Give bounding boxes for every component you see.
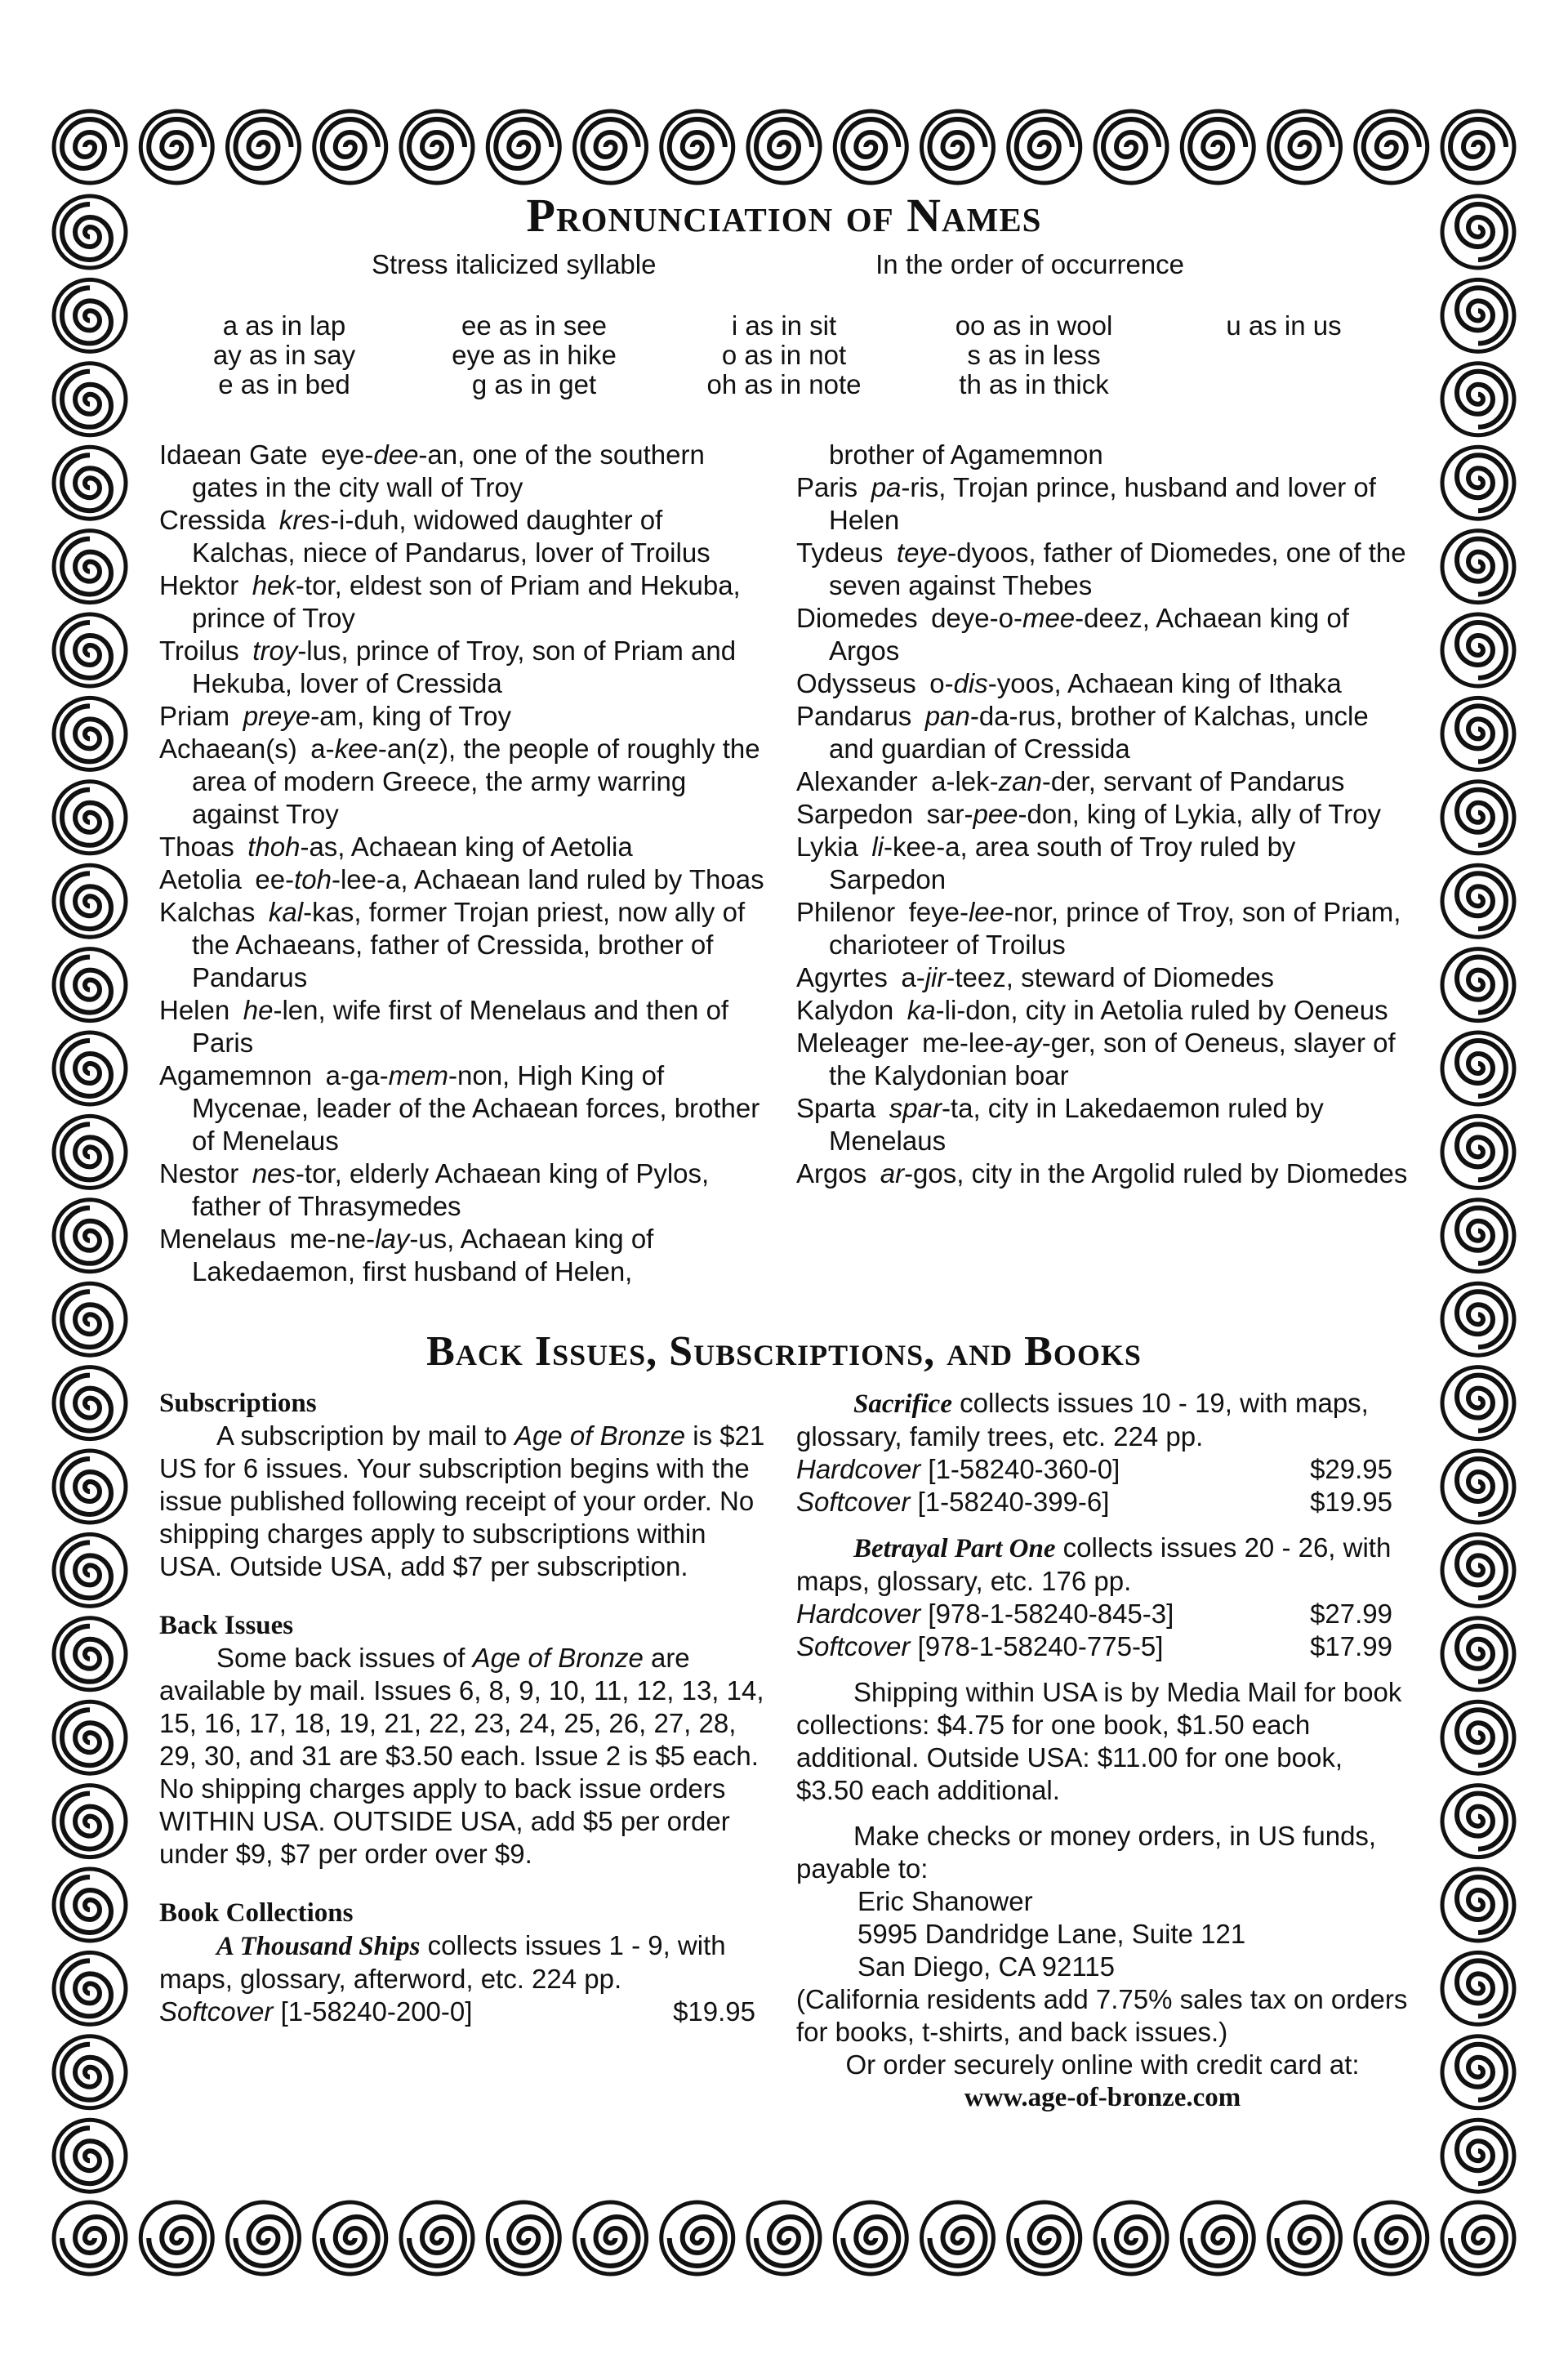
glossary-entry: [159, 1059, 772, 1157]
entry-name: Nestor: [159, 1158, 239, 1188]
glossary-left-column: [159, 439, 772, 1288]
entry-definition: -ger, son of Oeneus, slayer of the Kalydonian boar: [829, 1028, 1396, 1090]
pronunciation-key: [159, 311, 1409, 399]
spiral-ornament: [1442, 2202, 1514, 2274]
entry-name: Pandarus: [796, 701, 912, 731]
spacer: [159, 1583, 772, 1609]
key-column: [909, 311, 1159, 399]
entry-name: Sarpedon: [796, 799, 914, 829]
entry-definition: -kee-a, area south of Troy ruled by Sarpedon: [829, 832, 1296, 894]
entry-name: Cressida: [159, 505, 266, 535]
glossary-columns: [159, 439, 1409, 1288]
glossary-entry: [159, 896, 772, 994]
pronunciation-part: a-lek-: [931, 766, 999, 796]
entry-definition: -i-duh, widowed daughter of Kalchas, niece of Pandarus, lover of Troilus: [192, 505, 710, 568]
spiral-ornament: [1442, 949, 1514, 1021]
spiral-ornament: [1442, 2120, 1514, 2192]
pronunciation-subtitle-row: [159, 249, 1409, 280]
stressed-syllable: lee: [968, 897, 1004, 927]
entry-definition: -tor, eldest son of Priam and Hekuba, prince of Troy: [192, 570, 741, 633]
glossary-entry: [796, 667, 1409, 700]
pronunciation-part: o-: [929, 668, 954, 698]
entry-name: Priam: [159, 701, 230, 731]
spiral-ornament: [401, 2202, 473, 2274]
entry-definition: -nor, prince of Troy, son of Priam, charioteer of Troilus: [829, 897, 1401, 960]
glossary-entry: [796, 896, 1409, 961]
address-line: San Diego, CA 92115: [858, 1951, 1115, 1982]
glossary-entry: [159, 994, 772, 1059]
entry-name: Paris: [796, 472, 858, 502]
betrayal-hardcover-row: [796, 1598, 1409, 1630]
spiral-ornament: [1442, 196, 1514, 268]
key-item: s as in less: [967, 340, 1101, 370]
spiral-ornament: [1442, 1534, 1514, 1606]
glossary-entry: [796, 798, 1409, 831]
spiral-ornament: [54, 363, 126, 435]
spiral-ornament: [54, 1451, 126, 1523]
entry-definition: -as, Achaean king of Aetolia: [300, 832, 633, 862]
spiral-ornament: [1442, 614, 1514, 686]
text-span: collects issues 20 - 26, with maps, glossary, etc. 176 pp.: [796, 1532, 1392, 1596]
key-item: g as in get: [471, 369, 597, 399]
stressed-syllable: ar: [880, 1158, 905, 1188]
price: $19.95: [673, 1996, 755, 2027]
entry-definition: -ta, city in Lakedaemon ruled by Menelaus: [829, 1093, 1324, 1156]
entry-definition: -deez, Achaean king of Argos: [829, 603, 1349, 666]
spiral-ornament: [1269, 2202, 1341, 2274]
key-item: e as in bed: [218, 369, 350, 399]
entry-definition: -gos, city in the Argolid ruled by Diomedes: [904, 1158, 1408, 1188]
stressed-syllable: kee: [334, 734, 378, 764]
spiral-ornament: [662, 111, 733, 183]
stressed-syllable: troy: [252, 635, 298, 666]
spiral-ornament: [140, 2202, 212, 2274]
entry-definition: -non, High King of Mycenae, leader of the Achaean forces, brother of Menelaus: [192, 1060, 760, 1156]
address-line: 5995 Dandridge Lane, Suite 121: [858, 1919, 1246, 1949]
key-column: [659, 311, 909, 399]
page-content: [159, 188, 1409, 2114]
key-item: th as in thick: [959, 369, 1109, 399]
entry-definition: -an, one of the southern gates in the city wall of Troy: [192, 439, 705, 502]
spiral-ornament: [1442, 865, 1514, 937]
website-url: www.age-of-bronze.com: [964, 2083, 1241, 2112]
spiral-ornament: [1442, 447, 1514, 519]
book-collections-heading: Book Collections: [159, 1898, 354, 1928]
entry-definition: -ris, Trojan prince, husband and lover of Helen: [829, 472, 1376, 535]
spiral-ornament: [54, 1283, 126, 1355]
key-column: [409, 311, 659, 399]
format-label: Softcover: [159, 1996, 274, 2027]
spiral-ornament: [1182, 111, 1254, 183]
entry-name: Alexander: [796, 766, 918, 796]
pronunciation-part: feye-: [908, 897, 969, 927]
spiral-ornament: [54, 111, 126, 183]
stressed-syllable: ka: [906, 995, 936, 1025]
address-block: [796, 1885, 1409, 1983]
sacrifice-text: [796, 1387, 1409, 1453]
spiral-ornament: [54, 949, 126, 1021]
magazine-title: Age of Bronze: [472, 1643, 644, 1673]
entry-name: Achaean(s): [159, 734, 297, 764]
text-span: is $21 US for 6 issues. Your subscription begins with the issue published following receipt of your order. No shipping charges apply to subscriptions within USA. Outside USA, add $7 per subscription.: [159, 1420, 765, 1581]
spiral-ornament: [1442, 2036, 1514, 2108]
stressed-syllable: kal: [268, 897, 304, 927]
entry-name: Troilus: [159, 635, 239, 666]
entry-name: Diomedes: [796, 603, 918, 633]
price: $29.95: [1310, 1454, 1392, 1484]
glossary-entry: [159, 504, 772, 569]
key-item: eye as in hike: [452, 340, 617, 370]
key-item: i as in sit: [731, 310, 837, 341]
stressed-syllable: mee: [1022, 603, 1076, 633]
stressed-syllable: pan: [924, 701, 970, 731]
book-title: Sacrifice: [853, 1389, 952, 1419]
glossary-entry: [796, 439, 1409, 471]
spiral-ornament: [748, 111, 820, 183]
spiral-ornament: [1009, 2202, 1080, 2274]
price: $27.99: [1310, 1599, 1392, 1629]
spiral-ornament: [54, 447, 126, 519]
format-label: Softcover: [796, 1487, 911, 1517]
key-item: u as in us: [1226, 310, 1342, 341]
glossary-entry: [796, 994, 1409, 1027]
format-label: Hardcover: [796, 1454, 921, 1484]
format-isbn: [796, 1630, 1163, 1663]
spiral-ornament: [662, 2202, 733, 2274]
text-span: collects issues 10 - 19, with maps, glossary, family trees, etc. 224 pp.: [796, 1388, 1369, 1452]
stressed-syllable: mem: [388, 1060, 448, 1090]
entry-name: Kalydon: [796, 995, 894, 1025]
back-issues-text: [159, 1642, 772, 1871]
stressed-syllable: thoh: [247, 832, 301, 862]
entry-definition: -tor, elderly Achaean king of Pylos, father of Thrasymedes: [192, 1158, 710, 1221]
spiral-ornament: [1442, 111, 1514, 183]
betrayal-text: [796, 1532, 1409, 1598]
back-issues-right-column: [796, 1387, 1409, 2114]
entry-name: Menelaus: [159, 1224, 277, 1254]
sacrifice-softcover-row: [796, 1486, 1409, 1518]
spiral-ornament: [1095, 111, 1167, 183]
key-column: [1159, 311, 1409, 399]
glossary-entry: [796, 831, 1409, 896]
spiral-ornament: [54, 196, 126, 268]
spiral-ornament: [1009, 111, 1080, 183]
spiral-ornament: [54, 1367, 126, 1439]
format-isbn: [159, 1996, 472, 2028]
glossary-entry: [159, 439, 772, 504]
stressed-syllable: preye: [243, 701, 311, 731]
entry-definition: -am, king of Troy: [310, 701, 511, 731]
isbn: [978-1-58240-775-5]: [910, 1631, 1164, 1661]
key-column: [159, 311, 409, 399]
entry-definition: -dyoos, father of Diomedes, one of the seven against Thebes: [829, 537, 1406, 600]
spiral-ornament: [54, 1534, 126, 1606]
glossary-entry: [796, 700, 1409, 765]
entry-definition: -da-rus, brother of Kalchas, uncle and guardian of Cressida: [829, 701, 1369, 764]
back-issues-left-column: [159, 1387, 772, 2114]
spiral-ornament: [1442, 1116, 1514, 1188]
spacer: [796, 1807, 1409, 1820]
spiral-ornament: [54, 782, 126, 854]
pronunciation-part: sar-: [926, 799, 973, 829]
spiral-ornament: [54, 614, 126, 686]
entry-name: Kalchas: [159, 897, 256, 927]
entry-definition: -teez, steward of Diomedes: [946, 962, 1275, 992]
text-span: collects issues 1 - 9, with maps, glossary, afterword, etc. 224 pp.: [159, 1930, 726, 1994]
entry-name: Idaean Gate: [159, 439, 308, 470]
price: $19.95: [1310, 1487, 1392, 1517]
spiral-ornament: [488, 111, 559, 183]
spiral-ornament: [1442, 1032, 1514, 1104]
format-isbn: [796, 1486, 1109, 1518]
entry-definition: -yoos, Achaean king of Ithaka: [987, 668, 1342, 698]
glossary-entry: [159, 733, 772, 831]
spiral-ornament: [1442, 1952, 1514, 2024]
text-span: A subscription by mail to: [216, 1420, 514, 1451]
book-title: Betrayal Part One: [853, 1534, 1056, 1563]
pronunciation-title: Pronunciation of Names: [526, 189, 1042, 242]
glossary-entry: [796, 1157, 1409, 1190]
spiral-ornament: [54, 1786, 126, 1857]
stressed-syllable: ay: [1013, 1028, 1042, 1058]
glossary-entry: [796, 602, 1409, 667]
spiral-ornament: [1442, 1618, 1514, 1690]
stressed-syllable: kres: [278, 505, 331, 535]
magazine-title: Age of Bronze: [514, 1420, 686, 1451]
stressed-syllable: dis: [953, 668, 988, 698]
entry-name: Helen: [159, 995, 230, 1025]
spiral-ornament: [314, 111, 386, 183]
glossary-entry: [796, 765, 1409, 798]
entry-name: Hektor: [159, 570, 239, 600]
spiral-ornament: [835, 111, 906, 183]
spiral-ornament: [1442, 1200, 1514, 1272]
spiral-ornament: [1442, 1367, 1514, 1439]
spiral-ornament: [54, 1618, 126, 1690]
entry-definition: -len, wife first of Menelaus and then of Paris: [192, 995, 729, 1058]
pronunciation-part: me-lee-: [922, 1028, 1013, 1058]
payment-text: Make checks or money orders, in US funds, payable to:: [796, 1821, 1377, 1884]
glossary-entry: [159, 831, 772, 863]
online-order-text: Or order securely online with credit card at:: [845, 2049, 1360, 2080]
subscriptions-heading: Subscriptions: [159, 1389, 317, 1418]
spacer: [159, 1871, 772, 1897]
format-label: Softcover: [796, 1631, 911, 1661]
pronunciation-part: me-ne-: [289, 1224, 376, 1254]
glossary-entry: [796, 471, 1409, 537]
format-isbn: [796, 1598, 1174, 1630]
betrayal-softcover-row: [796, 1630, 1409, 1663]
glossary-entry: [159, 635, 772, 700]
pronunciation-part: deye-o-: [931, 603, 1022, 633]
spiral-ornament: [575, 2202, 647, 2274]
tax-note: (California residents add 7.75% sales tax on orders for books, t-shirts, and back issues.): [796, 1984, 1408, 2047]
spiral-ornament: [1442, 1451, 1514, 1523]
stressed-syllable: lay: [375, 1224, 410, 1254]
spiral-ornament: [54, 531, 126, 603]
entry-definition: -an(z), the people of roughly the area of modern Greece, the army warring against Troy: [192, 734, 760, 829]
spiral-ornament: [1269, 111, 1341, 183]
glossary-right-column: [796, 439, 1409, 1288]
key-item: oh as in note: [706, 369, 862, 399]
spiral-ornament: [54, 865, 126, 937]
entry-definition: -lee-a, Achaean land ruled by Thoas: [331, 864, 764, 894]
glossary-entry: [159, 700, 772, 733]
subscriptions-text: [159, 1420, 772, 1583]
isbn: [1-58240-200-0]: [273, 1996, 473, 2027]
stress-note: Stress italicized syllable: [372, 249, 657, 279]
pronunciation-part: ee-: [255, 864, 295, 894]
entry-name: Thoas: [159, 832, 234, 862]
spiral-ornament: [54, 1701, 126, 1773]
stressed-syllable: zan: [998, 766, 1042, 796]
back-issues-title: Back Issues, Subscriptions, and Books: [426, 1328, 1142, 1375]
entry-name: Lykia: [796, 832, 858, 862]
spacer: [796, 1518, 1409, 1532]
spiral-ornament: [1095, 2202, 1167, 2274]
spiral-ornament: [140, 111, 212, 183]
price: $17.99: [1310, 1631, 1392, 1661]
pronunciation-part: eye-: [321, 439, 374, 470]
entry-name: Sparta: [796, 1093, 876, 1123]
address-line: Eric Shanower: [858, 1886, 1033, 1916]
spiral-ornament: [54, 2202, 126, 2274]
glossary-entry: [159, 569, 772, 635]
format-label: Hardcover: [796, 1599, 921, 1629]
glossary-entry: [796, 1027, 1409, 1092]
back-issues-columns: [159, 1387, 1409, 2114]
spiral-ornament: [1356, 111, 1428, 183]
isbn: [978-1-58240-845-3]: [920, 1599, 1174, 1629]
thousand-ships-text: [159, 1929, 772, 1996]
spiral-ornament: [401, 111, 473, 183]
key-item: a as in lap: [222, 310, 346, 341]
text-span: Some back issues of: [216, 1643, 473, 1673]
entry-definition: -lus, prince of Troy, son of Priam and Hekuba, lover of Cressida: [192, 635, 737, 698]
entry-definition: -kas, former Trojan priest, now ally of the Achaeans, father of Cressida, brother of Pandarus: [192, 897, 746, 992]
pronunciation-part: a-: [310, 734, 335, 764]
shipping-text: Shipping within USA is by Media Mail for book collections: $4.75 for one book, $1.50 each additional. Outside USA: $11.00 for one book, $3.50 each additional.: [796, 1677, 1402, 1805]
pronunciation-part: a-: [901, 962, 925, 992]
spiral-ornament: [54, 1032, 126, 1104]
spiral-ornament: [1356, 2202, 1428, 2274]
spiral-ornament: [1442, 1701, 1514, 1773]
spiral-ornament: [54, 1200, 126, 1272]
key-item: oo as in wool: [955, 310, 1113, 341]
glossary-entry: [159, 1223, 772, 1288]
book-title: A Thousand Ships: [216, 1932, 421, 1961]
stressed-syllable: jir: [924, 962, 947, 992]
glossary-entry: [796, 1092, 1409, 1157]
text-span: are available by mail. Issues 6, 8, 9, 10, 11, 12, 13, 14, 15, 16, 17, 18, 19, 21, 22, 23, 24, 25, 26, 27, 28, 29, 30, and 31 are $3.50 each. Issue 2 is $5 each. No shipping charges apply to back issue orders WITHIN USA. OUTSIDE USA, add $5 per order under $9, $7 per order over $9.: [159, 1643, 764, 1869]
spiral-ornament: [54, 279, 126, 351]
spiral-ornament: [228, 2202, 300, 2274]
spiral-ornament: [922, 111, 994, 183]
stressed-syllable: nes: [252, 1158, 296, 1188]
entry-name: Philenor: [796, 897, 896, 927]
spiral-ornament: [748, 2202, 820, 2274]
spacer: [796, 1663, 1409, 1676]
glossary-entry: [159, 1157, 772, 1223]
spiral-ornament: [54, 2036, 126, 2108]
stressed-syllable: li: [871, 832, 884, 862]
order-note: In the order of occurrence: [875, 249, 1184, 279]
spiral-ornament: [54, 1116, 126, 1188]
entry-definition: -der, servant of Pandarus: [1041, 766, 1345, 796]
spiral-ornament: [1182, 2202, 1254, 2274]
entry-name: Aetolia: [159, 864, 242, 894]
sacrifice-hardcover-row: [796, 1453, 1409, 1486]
entry-definition: -li-don, city in Aetolia ruled by Oeneus: [935, 995, 1388, 1025]
spiral-ornament: [1442, 363, 1514, 435]
spiral-ornament: [1442, 1283, 1514, 1355]
entry-definition: brother of Agamemnon: [829, 439, 1103, 470]
stressed-syllable: pa: [871, 472, 902, 502]
stressed-syllable: dee: [373, 439, 419, 470]
spiral-ornament: [314, 2202, 386, 2274]
spiral-ornament: [1442, 531, 1514, 603]
spiral-ornament: [54, 1952, 126, 2024]
entry-name: Argos: [796, 1158, 867, 1188]
spiral-ornament: [922, 2202, 994, 2274]
spiral-ornament: [1442, 279, 1514, 351]
spiral-ornament: [575, 111, 647, 183]
isbn: [1-58240-399-6]: [910, 1487, 1110, 1517]
spiral-ornament: [54, 1869, 126, 1941]
glossary-entry: [159, 863, 772, 896]
glossary-entry: [796, 961, 1409, 994]
spiral-ornament: [228, 111, 300, 183]
stressed-syllable: teye: [896, 537, 948, 568]
key-item: ee as in see: [461, 310, 607, 341]
entry-name: Meleager: [796, 1028, 909, 1058]
entry-definition: -us, Achaean king of Lakedaemon, first husband of Helen,: [192, 1224, 654, 1287]
entry-name: Agamemnon: [159, 1060, 313, 1090]
spiral-ornament: [1442, 1869, 1514, 1941]
back-issues-heading: Back Issues: [159, 1611, 294, 1640]
entry-name: Odysseus: [796, 668, 916, 698]
stressed-syllable: he: [243, 995, 274, 1025]
format-isbn: [796, 1453, 1120, 1486]
stressed-syllable: pee: [973, 799, 1018, 829]
spiral-ornament: [488, 2202, 559, 2274]
key-item: ay as in say: [212, 340, 356, 370]
spiral-ornament: [1442, 1786, 1514, 1857]
spiral-ornament: [1442, 698, 1514, 769]
entry-name: Tydeus: [796, 537, 884, 568]
key-item: o as in not: [721, 340, 847, 370]
entry-name: Agyrtes: [796, 962, 888, 992]
spiral-ornament: [835, 2202, 906, 2274]
stressed-syllable: hek: [252, 570, 296, 600]
stressed-syllable: spar: [889, 1093, 942, 1123]
stressed-syllable: toh: [294, 864, 332, 894]
entry-definition: -don, king of Lykia, ally of Troy: [1018, 799, 1382, 829]
spiral-ornament: [1442, 782, 1514, 854]
glossary-entry: [796, 537, 1409, 602]
thousand-ships-softcover-row: [159, 1996, 772, 2028]
spiral-ornament: [54, 698, 126, 769]
spiral-ornament: [54, 2120, 126, 2192]
isbn: [1-58240-360-0]: [920, 1454, 1120, 1484]
pronunciation-part: a-ga-: [325, 1060, 389, 1090]
